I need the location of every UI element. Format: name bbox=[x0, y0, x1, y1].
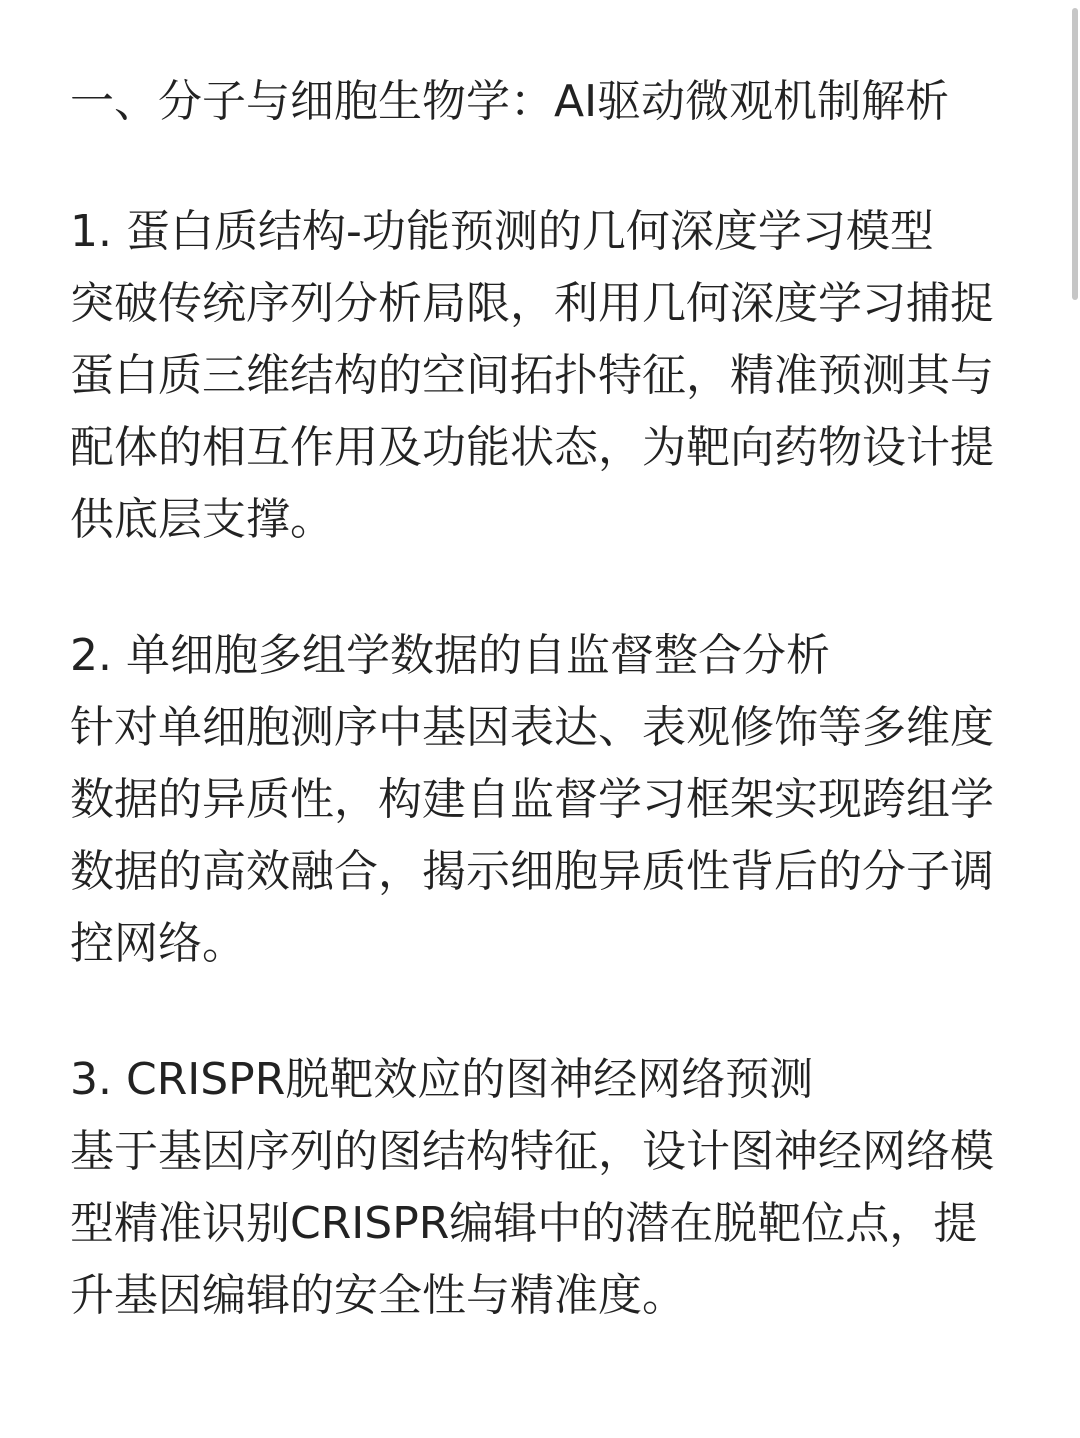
section-crispr-off-target bbox=[70, 1044, 1010, 1332]
scrollbar-thumb[interactable] bbox=[1072, 8, 1078, 300]
scrollbar[interactable] bbox=[1068, 0, 1080, 1438]
section-single-cell-omics bbox=[70, 620, 1010, 980]
section-title: 1. 蛋白质结构-功能预测的几何深度学习模型 bbox=[70, 206, 934, 257]
section-body: 突破传统序列分析局限，利用几何深度学习捕捉蛋白质三维结构的空间拓扑特征，精准预测其与配体的相互作用及功能状态，为靶向药物设计提供底层支撑。 bbox=[70, 278, 994, 545]
section-body: 针对单细胞测序中基因表达、表观修饰等多维度数据的异质性，构建自监督学习框架实现跨组学数据的高效融合，揭示细胞异质性背后的分子调控网络。 bbox=[70, 702, 994, 969]
section-title: 2. 单细胞多组学数据的自监督整合分析 bbox=[70, 630, 830, 681]
page-heading: 一、分子与细胞生物学：AI驱动微观机制解析 bbox=[70, 76, 950, 127]
article bbox=[70, 66, 1010, 1396]
section-title: 3. CRISPR脱靶效应的图神经网络预测 bbox=[70, 1054, 814, 1105]
section-protein-structure bbox=[70, 196, 1010, 556]
section-body: 基于基因序列的图结构特征，设计图神经网络模型精准识别CRISPR编辑中的潜在脱靶位点，提升基因编辑的安全性与精准度。 bbox=[70, 1126, 994, 1321]
